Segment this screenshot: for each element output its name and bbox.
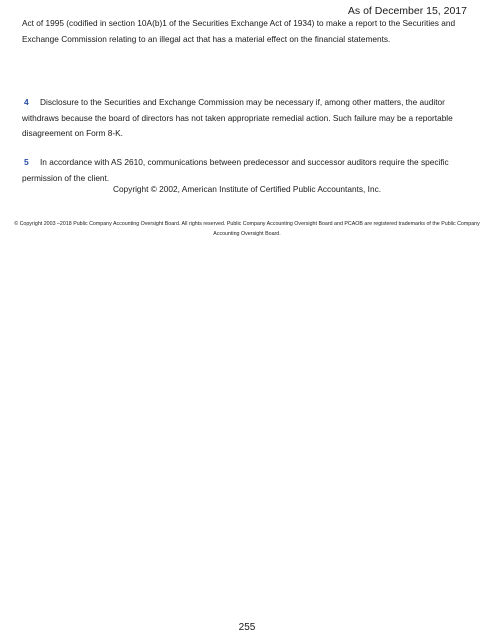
as-of-date: As of December 15, 2017 <box>347 5 467 17</box>
footnote-4-number[interactable]: 4 <box>24 97 29 107</box>
page-number: 255 <box>238 622 256 633</box>
footnote-4 <box>22 95 470 142</box>
footnote-4-text: Disclosure to the Securities and Exchange Commission may be necessary if, among other matters, the auditor withdraws because the board of directors has not taken appropriate remedial action. Such failure may be a reportable disagreement on Form 8-K. <box>22 97 453 138</box>
footnote-5-text: In accordance with AS 2610, communications between predecessor and successor auditors require the specific permission of the client. <box>22 157 449 183</box>
continuation-paragraph: Act of 1995 (codified in section 10A(b)1 of the Securities Exchange Act of 1934) to make a report to the Securities and Exchange Commission relating to an illegal act that has a material effect on the financial statements. <box>22 18 456 44</box>
footnote-5-number[interactable]: 5 <box>24 157 29 167</box>
pcaob-copyright: © Copyright 2003 –2018 Public Company Accounting Oversight Board. All rights reserved. Public Company Accounting Oversight Board and PCAOB are registered trademarks of the Public Company Accounting Oversight Board. <box>14 221 480 237</box>
aicpa-copyright: Copyright © 2002, American Institute of Certified Public Accountants, Inc. <box>112 184 382 194</box>
footnote-5 <box>22 155 470 186</box>
